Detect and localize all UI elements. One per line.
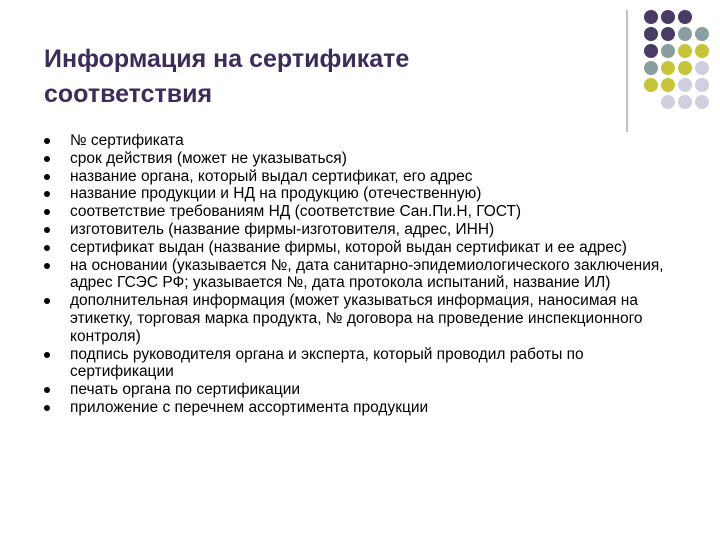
decorative-dot: [661, 78, 675, 92]
bullet-text: № сертификата: [70, 132, 184, 149]
bullet-list: [44, 132, 684, 417]
decorative-dot: [644, 44, 658, 58]
bullet-item: [44, 399, 684, 417]
decorative-dot: [661, 10, 675, 24]
bullet-item: [44, 132, 684, 150]
dot-grid-group: [644, 10, 709, 109]
bullet-dot-icon: [44, 245, 50, 251]
decorative-dot: [678, 78, 692, 92]
slide-title-line-2: соответствия: [44, 80, 213, 108]
bullet-text: название органа, который выдал сертификат, его адрес: [70, 167, 473, 185]
bullet-item: [44, 150, 684, 168]
bullet-dot-icon: [44, 298, 50, 304]
decorative-dot: [695, 95, 709, 109]
bullet-text: название продукции и НД на продукцию (отечественную): [70, 185, 482, 203]
decorative-dot: [661, 61, 675, 75]
decorative-dot: [695, 44, 709, 58]
bullet-item: [44, 221, 684, 239]
bullet-text: приложение с перечнем ассортимента продукции: [70, 398, 429, 416]
decorative-dot: [695, 78, 709, 92]
decorative-dot: [678, 61, 692, 75]
decorative-dot: [644, 78, 658, 92]
bullet-dot-icon: [44, 387, 50, 393]
decorative-dot: [644, 61, 658, 75]
bullet-dot-icon: [44, 174, 50, 180]
decorative-dot: [695, 27, 709, 41]
bullet-item: [44, 292, 684, 345]
decorative-dot: [678, 10, 692, 24]
bullet-item: [44, 185, 684, 203]
bullet-item: [44, 203, 684, 221]
bullet-dot-icon: [44, 352, 50, 358]
bullet-item: [44, 257, 684, 293]
decorative-dot: [678, 95, 692, 109]
bullet-item: [44, 239, 684, 257]
bullet-item: [44, 346, 684, 382]
decorative-dot: [661, 95, 675, 109]
decorative-dot: [678, 27, 692, 41]
bullet-dot-icon: [44, 156, 50, 162]
bullet-dot-icon: [44, 138, 50, 144]
decorative-dot: [695, 61, 709, 75]
decorative-dot: [678, 44, 692, 58]
decorative-dot-grid: [0, 0, 720, 140]
bullet-text: изготовитель (название фирмы-изготовителя, адрес, ИНН): [70, 220, 495, 238]
decorative-dot: [644, 10, 658, 24]
decorative-dot: [661, 44, 675, 58]
bullet-text: соответствие требованиям НД (соответствие Сан.Пи.Н, ГОСТ): [70, 203, 522, 221]
bullet-text: сертификат выдан (название фирмы, которой выдан сертификат и ее адрес): [70, 238, 627, 256]
slide-title-line-1: Информация на сертификате: [44, 45, 410, 73]
bullet-text: срок действия (может не указываться): [70, 149, 347, 167]
bullet-text: подпись руководителя органа и эксперта, который проводил работы по сертификации: [70, 345, 584, 381]
bullet-item: [44, 168, 684, 186]
decorative-dot: [661, 27, 675, 41]
bullet-text: печать органа по сертификации: [70, 381, 301, 399]
bullet-dot-icon: [44, 405, 50, 411]
bullet-text: на основании (указывается №, дата санитарно-эпидемиологического заключения, адрес ГСЭС РФ; указывается №, дата протокола испытаний, название ИЛ): [70, 256, 664, 292]
bullet-dot-icon: [44, 191, 50, 197]
bullet-dot-icon: [44, 227, 50, 233]
bullet-text: дополнительная информация (может указываться информация, наносимая на этикетку, торговая марка продукта, № договора на проведение инспекционного контроля): [70, 292, 643, 345]
bullet-item: [44, 381, 684, 399]
bullet-dot-icon: [44, 263, 50, 269]
decorative-dot: [644, 27, 658, 41]
bullet-dot-icon: [44, 209, 50, 215]
